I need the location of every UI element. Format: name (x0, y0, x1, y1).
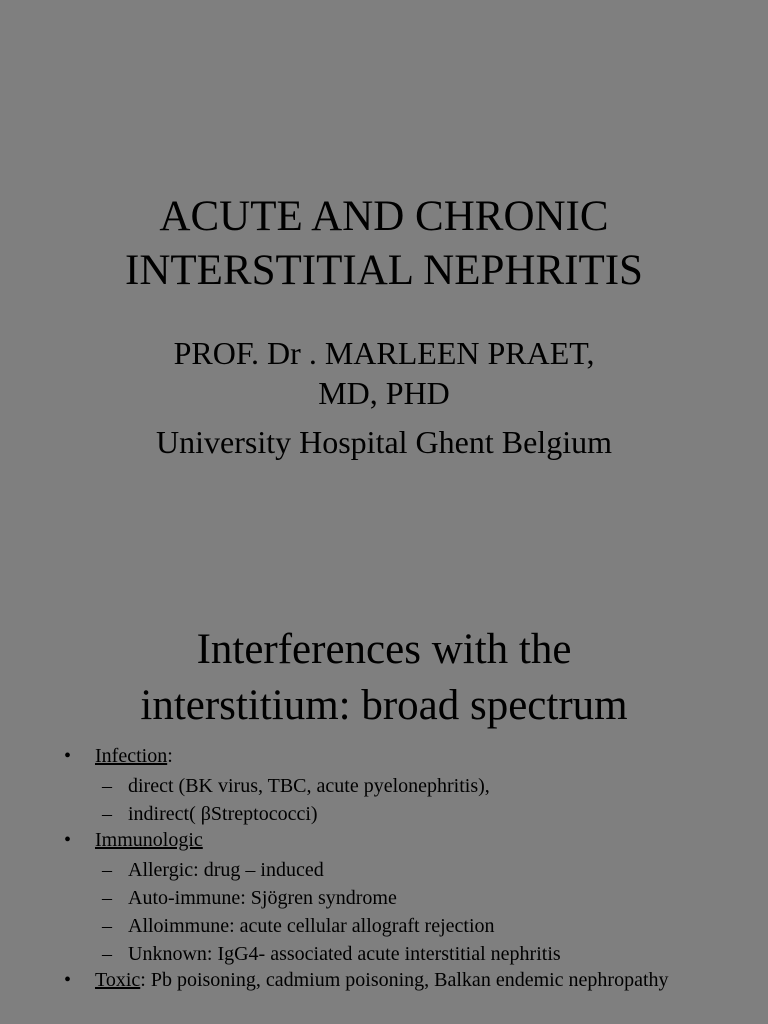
slide-title-line-1: ACUTE AND CHRONIC (159, 193, 609, 240)
bullet-item-infection (0, 744, 768, 768)
dash-icon: – (102, 859, 112, 881)
bullet-icon: • (64, 745, 72, 767)
bullet-icon: • (64, 829, 72, 851)
slide-title (0, 190, 768, 298)
bullet-label: Infection (95, 745, 168, 767)
sub-item-text: Unknown: IgG4- associated acute interstitial nephritis (128, 943, 561, 965)
sub-item (0, 772, 768, 800)
slide-title-line-2: INTERSTITIAL NEPHRITIS (125, 247, 643, 294)
dash-icon: – (102, 775, 112, 797)
dash-icon: – (102, 943, 112, 965)
bullet-suffix: : Pb poisoning, cadmium poisoning, Balkan endemic nephropathy (140, 969, 669, 991)
sub-item-text: Allergic: drug – induced (128, 859, 324, 881)
bullet-suffix: : (167, 745, 173, 767)
dash-icon: – (102, 915, 112, 937)
sub-item-text: Alloimmune: acute cellular allograft rejection (128, 915, 495, 937)
author-line-1: PROF. Dr . MARLEEN PRAET, (173, 335, 595, 371)
slide-heading-line-1: Interferences with the (196, 626, 572, 673)
bullet-item-immunologic (0, 828, 768, 852)
dash-icon: – (102, 803, 112, 825)
bullet-label: Toxic (95, 969, 141, 991)
sub-item (0, 884, 768, 912)
content-slide (0, 512, 768, 1024)
bullet-icon: • (64, 969, 72, 991)
sub-item (0, 856, 768, 884)
sub-item (0, 800, 768, 828)
bullet-label: Immunologic (95, 829, 203, 851)
sub-item (0, 940, 768, 968)
sub-item (0, 912, 768, 940)
bullet-item-toxic (0, 968, 768, 992)
bullet-list (0, 744, 768, 996)
author-line-2: MD, PHD (318, 375, 450, 411)
author-block (0, 333, 768, 413)
slide-heading (0, 622, 768, 734)
sub-item-text: direct (BK virus, TBC, acute pyelonephritis), (128, 775, 490, 797)
sub-item-text: Auto-immune: Sjögren syndrome (128, 887, 397, 909)
slide-heading-line-2: interstitium: broad spectrum (140, 682, 628, 729)
sub-item-text: indirect( βStreptococci) (128, 803, 318, 825)
dash-icon: – (102, 887, 112, 909)
affiliation: University Hospital Ghent Belgium (156, 424, 612, 460)
